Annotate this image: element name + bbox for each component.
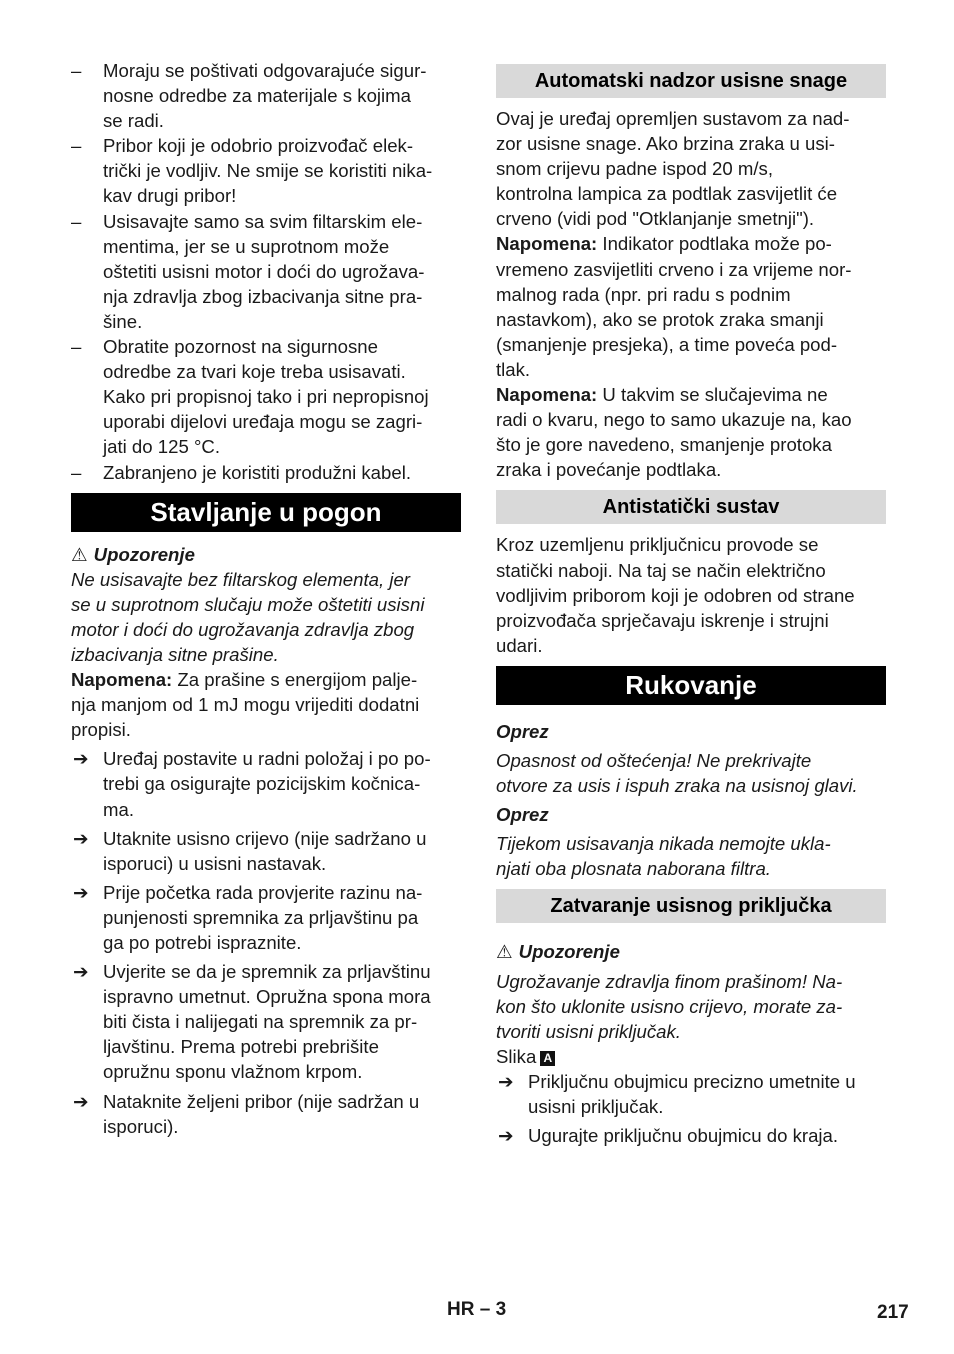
footer-page-number: 217 — [877, 1302, 909, 1323]
caution-text: Opasnost od oštećenja! Ne prekrivajte otvore za usis i ispuh zraka na usisnoj glavi. — [496, 749, 858, 797]
steps-list — [71, 746, 461, 1138]
caution-heading: Oprez — [496, 804, 549, 826]
list-item: ➔ Ugurajte priključnu obujmicu do kraja. — [496, 1123, 886, 1148]
warning-text: Ugrožavanje zdravlja finom prašinom! Na- kon što uklonite usisno crijevo, morate za- tvoriti usisni priključak. — [496, 970, 843, 1042]
subheading-antistatic: Antistatički sustav — [496, 490, 886, 524]
section-heading-commissioning: Stavljanje u pogon — [71, 493, 461, 532]
warning-text: Ne usisavajte bez filtarskog elementa, jer se u suprotnom slučaju može oštetiti usisni motor i doći do ugrožavanja zdravlja zbog izbacivanja sitne prašine. — [71, 568, 425, 665]
section-heading-operation: Rukovanje — [496, 666, 886, 705]
arrow-right-icon: ➔ — [498, 1070, 514, 1092]
right-column — [496, 58, 886, 1148]
list-item: ➔ Uvjerite se da je spremnik za prljavštinu ispravno umetnut. Opružna spona mora biti čista i nalijegati na spremnik za pr- ljavštinu. Prema potrebi prebrišite opružnu sponu vlažnom krpom. — [73, 961, 431, 1083]
antistatic-text: Kroz uzemljenu priključnicu provode se statički naboji. Na taj se način električno vodljivim priborom koji je odobren od strane proizvođača sprječavaju iskrenje i strujni udari. — [496, 534, 855, 656]
note-paragraph: Napomena: Indikator podtlaka može po- vremeno zasvijetliti crveno i za vrijeme nor- malnog rada (npr. pri radu s podnim nastavkom), ako se protok zraka smanji (smanjenje presjeka), a time poveća pod- tlak. — [496, 233, 852, 380]
arrow-right-icon: ➔ — [73, 881, 89, 903]
steps-list — [496, 1069, 886, 1148]
list-item: ➔ Utaknite usisno crijevo (nije sadržano u isporuci) u usisni nastavak. — [73, 827, 427, 874]
list-item: – Pribor koji je odobrio proizvođač elek- trički je vodljiv. Ne smije se koristiti nika- kav drugi pribor! — [71, 135, 433, 207]
list-item: – Obratite pozornost na sigurnosne odredbe za tvari koje treba usisavati. Kako pri propisnoj tako i pri nepropisnoj uporabi dijelovi uređaja mogu se zagri- jati do 125 °C. — [71, 336, 429, 458]
figure-reference: Slika A — [496, 1044, 886, 1069]
list-item: ➔ Uređaj postavite u radni položaj i po po- trebi ga osigurajte pozicijskim kočnica- ma. — [73, 748, 431, 820]
subheading-closing-connection: Zatvaranje usisnog priključka — [496, 889, 886, 923]
list-item: ➔ Priključnu obujmicu precizno umetnite u usisni priključak. — [498, 1070, 856, 1117]
warning-triangle-icon: ⚠ — [496, 941, 513, 963]
warning-heading: ⚠ Upozorenje — [71, 543, 195, 565]
list-item: ➔ Nataknite željeni pribor (nije sadržan u isporuci). — [73, 1090, 420, 1137]
list-item: ➔ Prije početka rada provjerite razinu na- punjenosti spremnika za prljavštinu pa ga po potrebi ispraznite. — [73, 881, 423, 953]
warning-triangle-icon: ⚠ — [71, 543, 88, 565]
list-item: – Usisavajte samo sa svim filtarskim ele- mentima, jer se u suprotnom može oštetiti usisni motor i doći do ugrožava- nja zdravlja zbog izbacivanja sitne pra- šine. — [71, 210, 425, 332]
figure-letter-badge: A — [540, 1051, 555, 1066]
subheading-suction-monitoring: Automatski nadzor usisne snage — [496, 64, 886, 98]
caution-text: Tijekom usisavanja nikada nemojte ukla- njati oba plosnata naborana filtra. — [496, 833, 831, 880]
list-item: – Moraju se poštivati odgovarajuće sigur- nosne odredbe za materijale s kojima se radi. — [71, 60, 427, 132]
arrow-right-icon: ➔ — [498, 1125, 514, 1147]
arrow-right-icon: ➔ — [73, 748, 89, 770]
arrow-right-icon: ➔ — [73, 961, 89, 983]
arrow-right-icon: ➔ — [73, 827, 89, 849]
list-item: – Zabranjeno je koristiti produžni kabel. — [71, 461, 411, 483]
note-paragraph: Napomena: Za prašine s energijom palje- nja manjom od 1 mJ mogu vrijediti dodatni propisi. — [71, 669, 420, 741]
left-column — [71, 58, 461, 1139]
safety-dash-list — [71, 58, 461, 485]
footer-language-page: HR – 3 — [447, 1299, 507, 1320]
suction-monitoring-text: Ovaj je uređaj opremljen sustavom za nad- zor usisne snage. Ako brzina zraka u usi- snom crijevu padne ispod 20 m/s, kontrolna lampica za podtlak zasvijetlit će crveno (vidi pod "Otklanjanje smetnji"). — [496, 108, 850, 230]
arrow-right-icon: ➔ — [73, 1090, 89, 1112]
note-paragraph: Napomena: U takvim se slučajevima ne radi o kvaru, nego to samo ukazuje na, kao što je gore navedeno, smanjenje protoka zraka i povećanje podtlaka. — [496, 384, 852, 481]
caution-heading: Oprez — [496, 720, 549, 742]
warning-heading: ⚠ Upozorenje — [496, 941, 620, 963]
